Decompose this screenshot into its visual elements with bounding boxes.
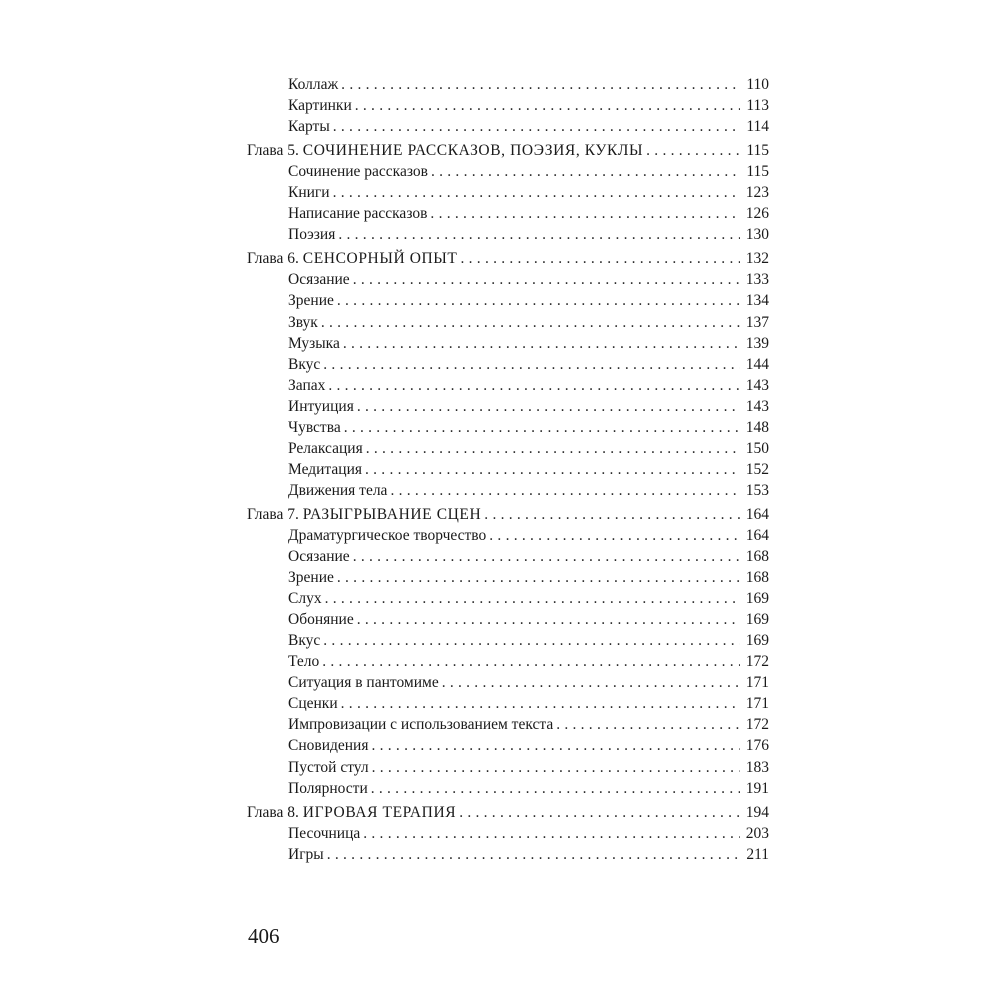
toc-section-entry (247, 438, 769, 459)
dot-leader (461, 248, 741, 269)
toc-entry-title: Вкус (288, 355, 321, 373)
toc-entry-title: Сновидения (288, 737, 369, 755)
toc-section-entry (247, 546, 769, 567)
dot-leader (355, 95, 740, 116)
dot-leader (341, 693, 740, 714)
toc-entry-title: Карты (288, 118, 330, 136)
toc-entry-title: Осязание (288, 548, 350, 566)
toc-section-entry (247, 588, 769, 609)
toc-entry-title: Обоняние (288, 611, 354, 629)
toc-section-entry (247, 844, 769, 865)
toc-entry-title: Сценки (288, 695, 338, 713)
toc-entry-title: Сочинение рассказов (288, 163, 428, 181)
toc-section-entry (247, 290, 769, 311)
toc-section-entry (247, 609, 769, 630)
toc-entry-title (247, 802, 456, 823)
dot-leader (646, 140, 740, 161)
dot-leader (323, 354, 740, 375)
toc-entry-title: Интуиция (288, 397, 354, 415)
dot-leader (337, 567, 740, 588)
toc-entry-page: 143 (745, 376, 769, 394)
toc-entry-title: Слух (288, 590, 322, 608)
toc-entry-title: Чувства (288, 418, 341, 436)
toc-entry-page: 171 (745, 695, 769, 713)
dot-leader (442, 672, 740, 693)
dot-leader (328, 375, 740, 396)
chapter-prefix: Глава 6. (247, 250, 299, 268)
toc-chapter-entry (247, 140, 769, 161)
toc-entry-page: 176 (745, 737, 769, 755)
toc-entry-page: 152 (745, 460, 769, 478)
toc-entry-page: 113 (746, 97, 769, 115)
toc-section-entry (247, 480, 769, 501)
toc-entry-page: 126 (745, 205, 769, 223)
toc-entry-title: Импровизации с использованием текста (288, 716, 554, 734)
chapter-title: СОЧИНЕНИЕ РАССКАЗОВ, ПОЭЗИЯ, КУКЛЫ (302, 142, 644, 160)
toc-entry-page: 172 (745, 716, 769, 734)
toc-section-entry (247, 116, 769, 137)
dot-leader (459, 802, 740, 823)
dot-leader (337, 290, 740, 311)
toc-entry-page: 137 (745, 313, 769, 331)
toc-section-entry (247, 735, 769, 756)
toc-section-entry (247, 375, 769, 396)
toc-entry-page: 203 (745, 824, 769, 842)
toc-section-entry (247, 269, 769, 290)
toc-entry-page: 115 (746, 142, 769, 160)
dot-leader (344, 417, 740, 438)
toc-section-entry (247, 224, 769, 245)
toc-entry-page: 164 (745, 505, 769, 523)
toc-entry-title: Релаксация (288, 439, 363, 457)
chapter-title: ИГРОВАЯ ТЕРАПИЯ (302, 803, 457, 821)
dot-leader (390, 480, 740, 501)
toc-section-entry (247, 354, 769, 375)
chapter-title: РАЗЫГРЫВАНИЕ СЦЕН (302, 505, 482, 523)
toc-chapter-entry (247, 248, 769, 269)
table-of-contents (247, 74, 769, 865)
page-number: 406 (248, 924, 280, 948)
chapter-prefix: Глава 5. (247, 142, 299, 160)
toc-entry-page: 139 (745, 334, 769, 352)
dot-leader (343, 333, 740, 354)
toc-entry-page: 133 (745, 271, 769, 289)
dot-leader (333, 182, 740, 203)
toc-entry-page: 115 (746, 163, 769, 181)
toc-entry-title (247, 504, 481, 525)
toc-entry-title: Полярности (288, 779, 368, 797)
toc-entry-page: 171 (745, 674, 769, 692)
toc-entry-page: 110 (746, 76, 769, 93)
toc-entry-title: Медитация (288, 460, 362, 478)
dot-leader (357, 609, 740, 630)
toc-section-entry (247, 651, 769, 672)
toc-entry-title: Поэзия (288, 226, 336, 244)
toc-section-entry (247, 757, 769, 778)
toc-entry-title: Движения тела (288, 481, 388, 499)
dot-leader (489, 525, 740, 546)
chapter-prefix: Глава 8. (247, 803, 299, 821)
dot-leader (357, 396, 740, 417)
dot-leader (322, 651, 740, 672)
dot-leader (365, 459, 740, 480)
dot-leader (371, 778, 740, 799)
dot-leader (333, 116, 740, 137)
toc-entry-page: 169 (745, 590, 769, 608)
toc-section-entry (247, 630, 769, 651)
toc-entry-title: Песочница (288, 824, 361, 842)
toc-entry-page: 169 (745, 632, 769, 650)
toc-section-entry (247, 672, 769, 693)
toc-entry-page: 183 (745, 758, 769, 776)
toc-entry-title: Запах (288, 376, 326, 394)
chapter-title: СЕНСОРНЫЙ ОПЫТ (302, 250, 458, 268)
toc-section-entry (247, 525, 769, 546)
dot-leader (321, 312, 740, 333)
dot-leader (327, 844, 740, 865)
toc-entry-title: Коллаж (288, 76, 339, 93)
dot-leader (556, 714, 740, 735)
toc-section-entry (247, 396, 769, 417)
toc-entry-title: Музыка (288, 334, 340, 352)
toc-entry-page: 194 (745, 803, 769, 821)
toc-chapter-entry (247, 504, 769, 525)
dot-leader (371, 735, 740, 756)
toc-section-entry (247, 161, 769, 182)
toc-section-entry (247, 823, 769, 844)
toc-section-entry (247, 714, 769, 735)
toc-entry-title: Зрение (288, 569, 334, 587)
chapter-prefix: Глава 7. (247, 505, 299, 523)
toc-section-entry (247, 95, 769, 116)
toc-entry-page: 168 (745, 548, 769, 566)
toc-entry-title: Картинки (288, 97, 352, 115)
toc-entry-page: 134 (745, 292, 769, 310)
dot-leader (338, 224, 740, 245)
toc-entry-title (247, 140, 643, 161)
toc-section-entry (247, 203, 769, 224)
toc-entry-page: 172 (745, 653, 769, 671)
toc-entry-page: 148 (745, 418, 769, 436)
dot-leader (430, 203, 740, 224)
dot-leader (341, 74, 740, 95)
dot-leader (353, 269, 740, 290)
dot-leader (431, 161, 740, 182)
dot-leader (323, 630, 740, 651)
toc-entry-page: 144 (745, 355, 769, 373)
toc-entry-page: 191 (745, 779, 769, 797)
toc-entry-title: Осязание (288, 271, 350, 289)
toc-entry-title: Написание рассказов (288, 205, 428, 223)
toc-section-entry (247, 567, 769, 588)
toc-entry-page: 168 (745, 569, 769, 587)
toc-entry-page: 153 (745, 481, 769, 499)
toc-entry-title: Пустой стул (288, 758, 369, 776)
dot-leader (372, 757, 740, 778)
toc-entry-page: 114 (746, 118, 769, 136)
toc-section-entry (247, 312, 769, 333)
toc-entry-title: Игры (288, 845, 324, 863)
toc-entry-title (247, 248, 458, 269)
toc-entry-page: 150 (745, 439, 769, 457)
dot-leader (363, 823, 740, 844)
toc-section-entry (247, 693, 769, 714)
toc-entry-page: 211 (746, 845, 769, 863)
toc-entry-title: Тело (288, 653, 320, 671)
toc-section-entry (247, 182, 769, 203)
toc-entry-title: Звук (288, 313, 318, 331)
toc-entry-title: Вкус (288, 632, 321, 650)
toc-entry-page: 164 (745, 526, 769, 544)
toc-entry-page: 169 (745, 611, 769, 629)
toc-entry-title: Книги (288, 184, 330, 202)
toc-entry-page: 123 (745, 184, 769, 202)
toc-section-entry (247, 333, 769, 354)
toc-section-entry (247, 459, 769, 480)
dot-leader (353, 546, 740, 567)
dot-leader (484, 504, 740, 525)
toc-entry-title: Ситуация в пантомиме (288, 674, 439, 692)
toc-entry-title: Драматургическое творчество (288, 526, 487, 544)
dot-leader (325, 588, 740, 609)
toc-chapter-entry (247, 802, 769, 823)
toc-entry-page: 132 (745, 250, 769, 268)
dot-leader (366, 438, 740, 459)
toc-entry-title: Зрение (288, 292, 334, 310)
toc-section-entry (247, 74, 769, 95)
toc-section-entry (247, 417, 769, 438)
toc-entry-page: 143 (745, 397, 769, 415)
toc-section-entry (247, 778, 769, 799)
toc-entry-page: 130 (745, 226, 769, 244)
